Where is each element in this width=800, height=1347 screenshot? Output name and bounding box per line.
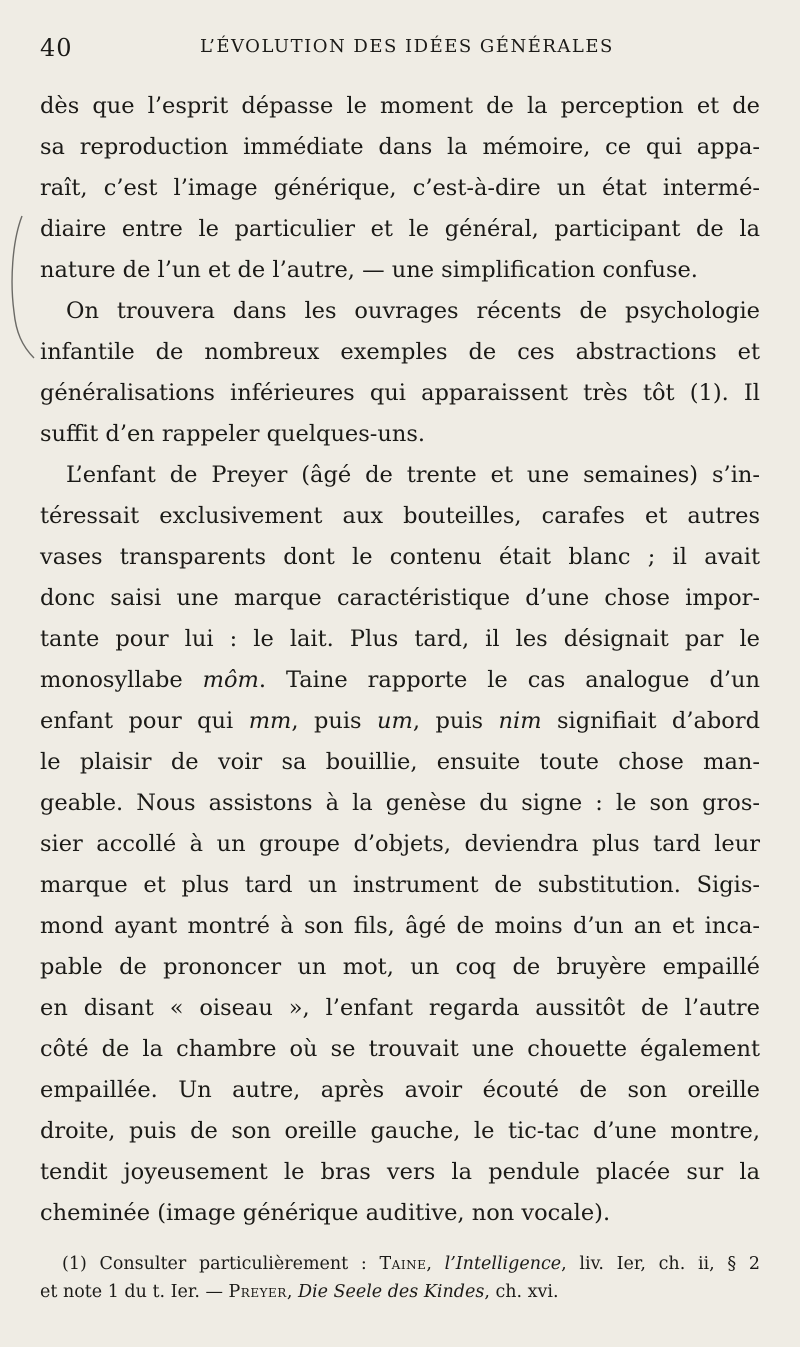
- text-line: raît, c’est l’image générique, c’est-à-dire un état intermé-: [40, 175, 760, 201]
- text-run: , puis: [412, 708, 499, 734]
- footnotes: [40, 1250, 760, 1306]
- book-title: Die Seele des Kindes: [297, 1282, 485, 1302]
- text-run: signifiait d’abord: [541, 708, 761, 734]
- running-title: L’ÉVOLUTION DES IDÉES GÉNÉRALES: [200, 36, 614, 57]
- body-text: [40, 86, 760, 1234]
- text-line: [40, 660, 760, 701]
- text-line: pable de prononcer un mot, un coq de bruyère empaillé: [40, 954, 760, 980]
- text-line: en disant « oiseau », l’enfant regarda aussitôt de l’autre: [40, 995, 760, 1021]
- text-line: mond ayant montré à son fils, âgé de moins d’un an et inca-: [40, 913, 760, 939]
- text-line: droite, puis de son oreille gauche, le tic-tac d’une montre,: [40, 1118, 760, 1144]
- text-run: ,: [286, 1282, 298, 1302]
- text-line: diaire entre le particulier et le général, participant de la: [40, 216, 760, 242]
- text-line: L’enfant de Preyer (âgé de trente et une semaines) s’in-: [66, 462, 760, 488]
- text-line: On trouvera dans les ouvrages récents de psychologie: [66, 298, 760, 324]
- paragraph-1: [40, 86, 760, 291]
- italic-word: nim: [498, 708, 542, 734]
- footnote-line: [40, 1278, 760, 1306]
- text-line: sa reproduction immédiate dans la mémoire, ce qui appa-: [40, 134, 760, 160]
- text-run: , ch. xvi.: [484, 1282, 559, 1302]
- running-head: [40, 34, 760, 64]
- text-line: côté de la chambre où se trouvait une chouette également: [40, 1036, 760, 1062]
- text-run: , liv. Ier, ch. ii, § 2: [561, 1254, 760, 1274]
- text-line: suffit d’en rappeler quelques-uns.: [40, 421, 426, 447]
- text-line: infantile de nombreux exemples de ces abstractions et: [40, 339, 760, 365]
- text-run: ,: [426, 1254, 445, 1274]
- text-run: (1) Consulter particulièrement :: [62, 1254, 380, 1274]
- text-line: [40, 701, 760, 742]
- text-line: nature de l’un et de l’autre, — une simplification confuse.: [40, 257, 698, 283]
- text-run: . Taine rapporte le cas analogue d’un: [258, 667, 760, 693]
- text-line: dès que l’esprit dépasse le moment de la perception et de: [40, 93, 760, 119]
- text-run: monosyllabe: [40, 667, 203, 693]
- paragraph-3: [40, 455, 760, 1234]
- text-line: cheminée (image générique auditive, non vocale).: [40, 1200, 611, 1226]
- text-run: , puis: [291, 708, 378, 734]
- text-line: marque et plus tard un instrument de substitution. Sigis-: [40, 872, 760, 898]
- author-name: Taine: [379, 1254, 427, 1274]
- italic-word: um: [377, 708, 413, 734]
- text-line: donc saisi une marque caractéristique d’une chose impor-: [40, 585, 760, 611]
- text-line: téressait exclusivement aux bouteilles, carafes et autres: [40, 503, 760, 529]
- paragraph-2: [40, 291, 760, 455]
- book-title: l’Intelligence: [444, 1254, 562, 1274]
- text-run: enfant pour qui: [40, 708, 249, 734]
- footnote-line: [40, 1250, 760, 1278]
- italic-word: môm: [202, 667, 259, 693]
- text-run: et note 1 du t. Ier. —: [40, 1282, 229, 1302]
- text-line: le plaisir de voir sa bouillie, ensuite toute chose man-: [40, 749, 760, 775]
- author-name: Preyer: [228, 1282, 287, 1302]
- text-line: geable. Nous assistons à la genèse du signe : le son gros-: [40, 790, 760, 816]
- page-number: 40: [40, 34, 73, 62]
- text-line: sier accollé à un groupe d’objets, deviendra plus tard leur: [40, 831, 760, 857]
- text-line: généralisations inférieures qui apparaissent très tôt (1). Il: [40, 380, 760, 406]
- text-line: empaillée. Un autre, après avoir écouté de son oreille: [40, 1077, 760, 1103]
- italic-word: mm: [248, 708, 292, 734]
- text-line: tendit joyeusement le bras vers la pendule placée sur la: [40, 1159, 760, 1185]
- text-line: vases transparents dont le contenu était blanc ; il avait: [40, 544, 760, 570]
- text-line: tante pour lui : le lait. Plus tard, il les désignait par le: [40, 626, 760, 652]
